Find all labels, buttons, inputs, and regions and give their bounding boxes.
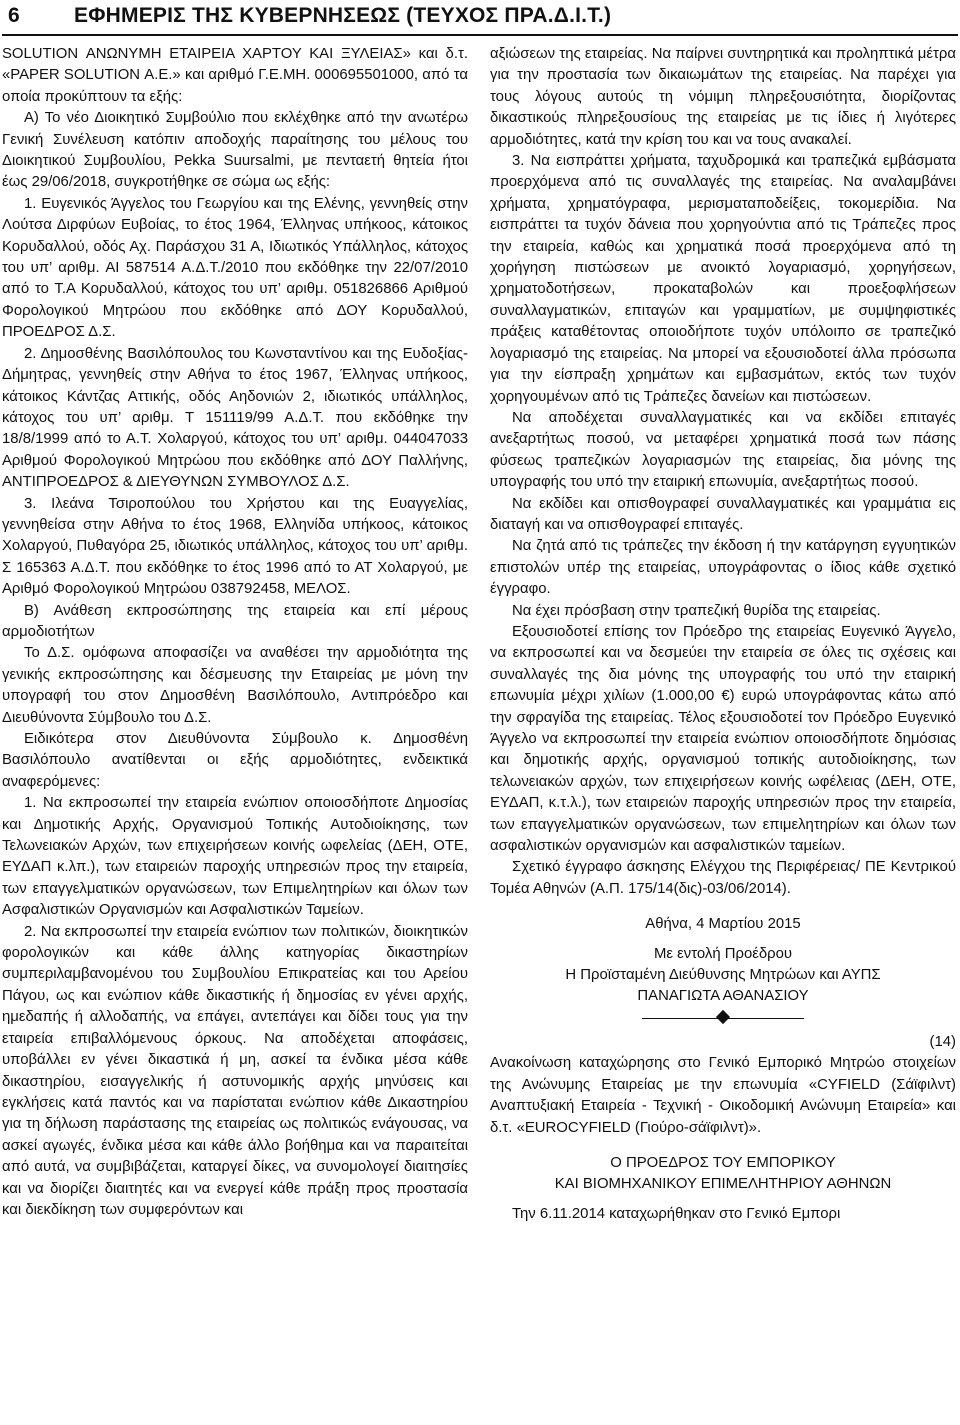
signature-date: Αθήνα, 4 Μαρτίου 2015	[645, 916, 801, 933]
authority-line: ΚΑΙ ΒΙΟΜΗΧΑΝΙΚΟΥ ΕΠΙΜΕΛΗΤΗΡΙΟΥ ΑΘΗΝΩΝ	[554, 1176, 892, 1193]
notice-number: (14)	[929, 1033, 956, 1050]
signatory-name: ΠΑΝΑΓΙΩΤΑ ΑΘΑΝΑΣΙΟΥ	[637, 988, 809, 1005]
paragraph: Το Δ.Σ. ομόφωνα αποφασίζει να αναθέσει την αρμοδιότητα της γενικής εκπροσώπησης και δέσμευσης την Εταιρείας με μόνη την υπογραφή του στον Δημοσθένη Βασιλόπουλο, Αντιπρόεδρο και Διευθύνοντα Σύμβουλο του Δ.Σ.	[2, 645, 468, 726]
notice-title: Ανακοίνωση καταχώρησης στο Γενικό Εμπορικό Μητρώο στοιχείων της Ανώνυμης Εταιρείας με την επωνυμία «CYFIELD (Σάϊφιλντ) Αναπτυξιακή Εταιρεία - Τεχνική - Οικοδομική Ανώνυμη Εταιρεία» και δ.τ. «EUROCYFIELD (Γιούρο-σάϊφιλντ)».	[490, 1055, 956, 1136]
paragraph: 1. Να εκπροσωπεί την εταιρεία ενώπιον οποιοσδήποτε Δημοσίας και Δημοτικής Αρχής, Οργανισμού Τοπικής Αυτοδιοίκησης, των Τελωνειακών Αρχών, των επιχειρήσεων κοινής ωφελείας (ΔΕΗ, ΟΤΕ, ΕΥΔΑΠ κ.λπ.), των εταιρειών παροχής υπηρεσιών προς την εταιρεία, των επαγγελματικών οργανώσεων, των Επιμελητηρίων και όλων των Ασφαλιστικών Οργανισμών και Ασφαλιστικών Ταμείων.	[2, 795, 468, 919]
spacer	[490, 900, 956, 914]
paragraph: Να έχει πρόσβαση στην τραπεζική θυρίδα της εταιρείας.	[512, 602, 881, 619]
authority-block	[490, 1153, 956, 1196]
paragraph: 2. Δημοσθένης Βασιλόπουλος του Κωνσταντίνου και της ΕυδοξίαςΔήμητρας, γεννηθείς στην Αθήνα το έτος 1967, Έλληνας υπήκοος, κάτοικος Κάντζας Αττικής, οδός Αηδονιών 2, ιδιωτικός υπάλληλος, κάτοχος του υπ’ αριθμ. Τ 151119/99 Α.Δ.Τ. που εκδόθηκε την 18/8/1999 από το Α.Τ. Χολαργού, κάτοχος του υπ’ αριθμ. 044047033 Αριθμού Φορολογικού Μητρώου που εκδόθηκε από ΔΟΥ Παλλήνης, ΑΝΤΙΠΡΟΕΔΡΟΣ & ΔΙΕΥΘΥΝΩΝ ΣΥΜΒΟΥΛΟΣ Δ.Σ.	[2, 345, 468, 491]
header-rule	[2, 34, 958, 36]
paragraph: Να ζητά από τις τράπεζες την έκδοση ή την κατάργηση εγγυητικών επιστολών υπέρ της εταιρείας, υπογράφοντας ο ίδιος κάθε σχετικό έγγραφο.	[490, 538, 956, 598]
paragraph: Α) Το νέο Διοικητικό Συμβούλιο που εκλέχθηκε από την ανωτέρω Γενική Συνέλευση κατόπιν αποδοχής παραίτησης του μέλους του Διοικητικού Συμβουλίου, Pekka Suursalmi, με πενταετή θητεία ήτοι έως 29/06/2018, συγκροτήθηκε σε σώμα ως εξής:	[2, 110, 468, 191]
signature-line: Με εντολή Προέδρου	[653, 945, 793, 962]
paragraph: 3. Ιλεάνα Τσιροπούλου του Χρήστου και της Ευαγγελίας, γεννηθείσα στην Αθήνα το έτος 1968, Ελληνίδα υπήκοος, κάτοικος Χολαργού, Πυθαγόρα 25, ιδιωτικός υπάλληλος, κάτοχος του υπ’ αριθμ. Σ 165363 Α.Δ.Τ. που εκδόθηκε το έτος 1996 από το ΑΤ Χολαργού, με Αριθμό Φορολογικού Μητρώου 038792458, ΜΕΛΟΣ.	[2, 495, 468, 598]
paragraph: αξιώσεων της εταιρείας. Να παίρνει συντηρητικά και προληπτικά μέτρα για την προστασία των δικαιωμάτων της εταιρείας. Να παρέχει για τους λόγους αυτούς τη νόμιμη πληρεξουσιότητα, διορίζοντας δικαστικούς πληρεξουσίους της εταιρείας με τις ίδιες ή λιγότερες αρμοδιότητες, κατά την κρίση του και να τους ανακαλεί.	[490, 46, 956, 148]
authority-line: Ο ΠΡΟΕΔΡΟΣ ΤΟΥ ΕΜΠΟΡΙΚΟΥ	[610, 1154, 836, 1171]
paragraph: SOLUTION ΑΝΩΝΥΜΗ ΕΤΑΙΡΕΙΑ ΧΑΡΤΟΥ ΚΑΙ ΞΥΛΕΙΑΣ» και δ.τ. «PAPER SOLUTION Α.Ε.» και αριθμό Γ.Ε.ΜΗ. 000695501000, από τα οποία προκύπτουν τα εξής:	[2, 46, 468, 105]
page-number: 6	[8, 4, 20, 27]
paragraph: Να εκδίδει και οπισθογραφεί συναλλαγματικές και γραμμάτια εις διαταγή και να οπισθογραφεί επιταγές.	[490, 495, 956, 533]
paragraph: 2. Να εκπροσωπεί την εταιρεία ενώπιον των πολιτικών, διοικητικών φορολογικών και κάθε άλλης κατηγορίας δικαστηρίων συμπεριλαμβανομένου του Συμβουλίου Επικρατείας και του Αρείου Πάγου, ως και ενώπιον κάθε δικαστικής ή δημοσίας εν γένει αρχής, ημεδαπής ή αλλοδαπής, να επάγει, αντεπάγει και δίδει τους για την εταιρεία επιβαλλόμενους όρκους. Να αποδέχεται αποφάσεις, υποβάλλει εν γένει δικαστικά ή μη, ασκεί τα ένδικα μέσα κάθε δικαστηρίου, εισαγγελικής ή αστυνομικής αρχής μηνύσεις και εγκλήσεις κατά παντός και να παρίσταται ενώπιον κάθε Δικαστηρίου για τη δήλωση παράστασης της εταιρείας ως πολιτικώς ενάγουσας, να ασκεί αγωγές, ένδικα μέσα και κάθε άλλο βοήθημα και να παραιτείται από αυτά, να συμβιβάζεται, καταργεί δίκες, να συνομολογεί διαιτησίες και να διορίζει διαιτητές και να ενεργεί κάθε πράξη προς προστασία και διεκδίκηση των συμφερόντων και	[2, 923, 468, 1218]
paragraph: Ειδικότερα στον Διευθύνοντα Σύμβουλο κ. Δημοσθένη Βασιλόπουλο ανατίθενται οι εξής αρμοδιότητες, ενδεικτικά αναφερόμενες:	[2, 731, 468, 790]
spacer	[490, 1139, 956, 1153]
gazette-title: ΕΦΗΜΕΡΙΣ ΤΗΣ ΚΥΒΕΡΝΗΣΕΩΣ (ΤΕΥΧΟΣ ΠΡΑ.Δ.Ι.Τ.)	[74, 4, 612, 27]
signature-block	[490, 914, 956, 1008]
section-heading: Β) Ανάθεση εκπροσώπησης της εταιρεία και επί μέρους αρμοδιοτήτων	[2, 602, 468, 640]
paragraph: Εξουσιοδοτεί επίσης τον Πρόεδρο της εταιρείας Ευγενικό Άγγελο, να εκπροσωπεί και να δεσμεύει την εταιρεία σε όλες τις σχέσεις και συναλλαγές της δια μόνης της υπογραφής του υπό την εταιρική επωνυμία μέχρι χιλίων (1.000,00 €) ευρώ υπογράφοντας κάτω από την σφραγίδα της εταιρείας. Τέλος εξουσιοδοτεί τον Πρόεδρο Ευγενικό Άγγελο να εκπροσωπεί την εταιρεία ενώπιον οποιοσδήποτε δημόσιας και δημοτικής αρχής, οργανισμού τοπικής αυτοδιοίκησης, των τελωνειακών αρχών, των επιχειρήσεων κοινής ωφέλειας (ΔΕΗ, ΟΤΕ, ΕΥΔΑΠ, κ.τ.λ.), των εταιρειών παροχής υπηρεσιών προς την εταιρεία, των επαγγελματικών οργανώσεων, των επιμελητηρίων και όλων των ασφαλιστικών οργανισμών και ασφαλιστικών ταμείων.	[490, 623, 956, 855]
page-header	[0, 0, 960, 42]
paragraph: 1. Ευγενικός Άγγελος του Γεωργίου και της Ελένης, γεννηθείς στην Λούτσα Διρφύων Ευβοίας, το έτος 1964, Έλληνας υπήκοος, κάτοικος Κορυδαλλού, οδός Αχ. Παράσχου 31 Α, Ιδιωτικός Υπάλληλος, κάτοχος του υπ’ αριθμ. ΑΙ 587514 Α.Δ.Τ./2010 που εκδόθηκε την 22/07/2010 από το Τ.Α Κορυδαλλού, κάτοχος του υπ’ αριθμ. 051826866 Αριθμού Φορολογικού Μητρώου που εκδόθηκε από ΔΟΥ Κορυδαλλού, ΠΡΟΕΔΡΟΣ Δ.Σ.	[2, 195, 468, 341]
spacer	[490, 936, 956, 944]
signature-line: Η Προϊσταμένη Διεύθυνσης Μητρώων και ΑΥΠΣ	[565, 967, 881, 984]
paragraph: Να αποδέχεται συναλλαγματικές και να εκδίδει επιταγές ανεξαρτήτως ποσού, να μεταφέρει χρηματικά ποσά των πάσης φύσεως τραπεζικών λογαριασμών της εταιρείας, δια μόνης της υπογραφής του υπό την εταιρική επωνυμία, ανεξαρτήτως ποσού.	[490, 409, 956, 491]
right-column	[490, 44, 956, 1225]
section-separator	[490, 1010, 956, 1026]
left-column	[2, 44, 468, 1221]
diamond-icon	[716, 1010, 730, 1024]
paragraph: Την 6.11.2014 καταχωρήθηκαν στο Γενικό Εμπορι	[512, 1205, 841, 1222]
paragraph: Σχετικό έγγραφο άσκησης Ελέγχου της Περιφέρειας/ ΠΕ Κεντρικού Τομέα Αθηνών (Α.Π. 175/14(δις)-03/06/2014).	[490, 859, 956, 897]
spacer	[490, 1196, 956, 1204]
paragraph: 3. Να εισπράττει χρήματα, ταχυδρομικά και τραπεζικά εμβάσματα προερχόμενα από τις συναλλαγές της εταιρείας. Να αναλαμβάνει χρήματα, χρηματόγραφα, μερισματαποδείξεις, τοκομερίδια. Να εισπράττει τα τυχόν δάνεια που χορηγούντια από τις Τράπεζες προς την εταιρεία, καθώς και χρηματικά ποσά προερχόμενα από τη χορήγηση πιστώσεων με ανοικτό λογαριασμό, χορηγήσεων, χρηματοδοτήσεων, προκαταβολών και προεξοφλήσεων συναλλαγματικών, επιταγών και γραμματίων, με συμψηφιστικές πράξεις καταθέτοντας οποιοδήποτε τυχόν υπόλοιπο σε τραπεζικό λογαριασμό της εταιρείας. Να μπορεί να εξουσιοδοτεί άλλα πρόσωπα για την είσπραξη χρημάτων και εμβασμάτων, εκτός των τυχόν χορηγουμένων από τις Τράπεζες δανείων και πιστώσεων.	[490, 153, 956, 405]
